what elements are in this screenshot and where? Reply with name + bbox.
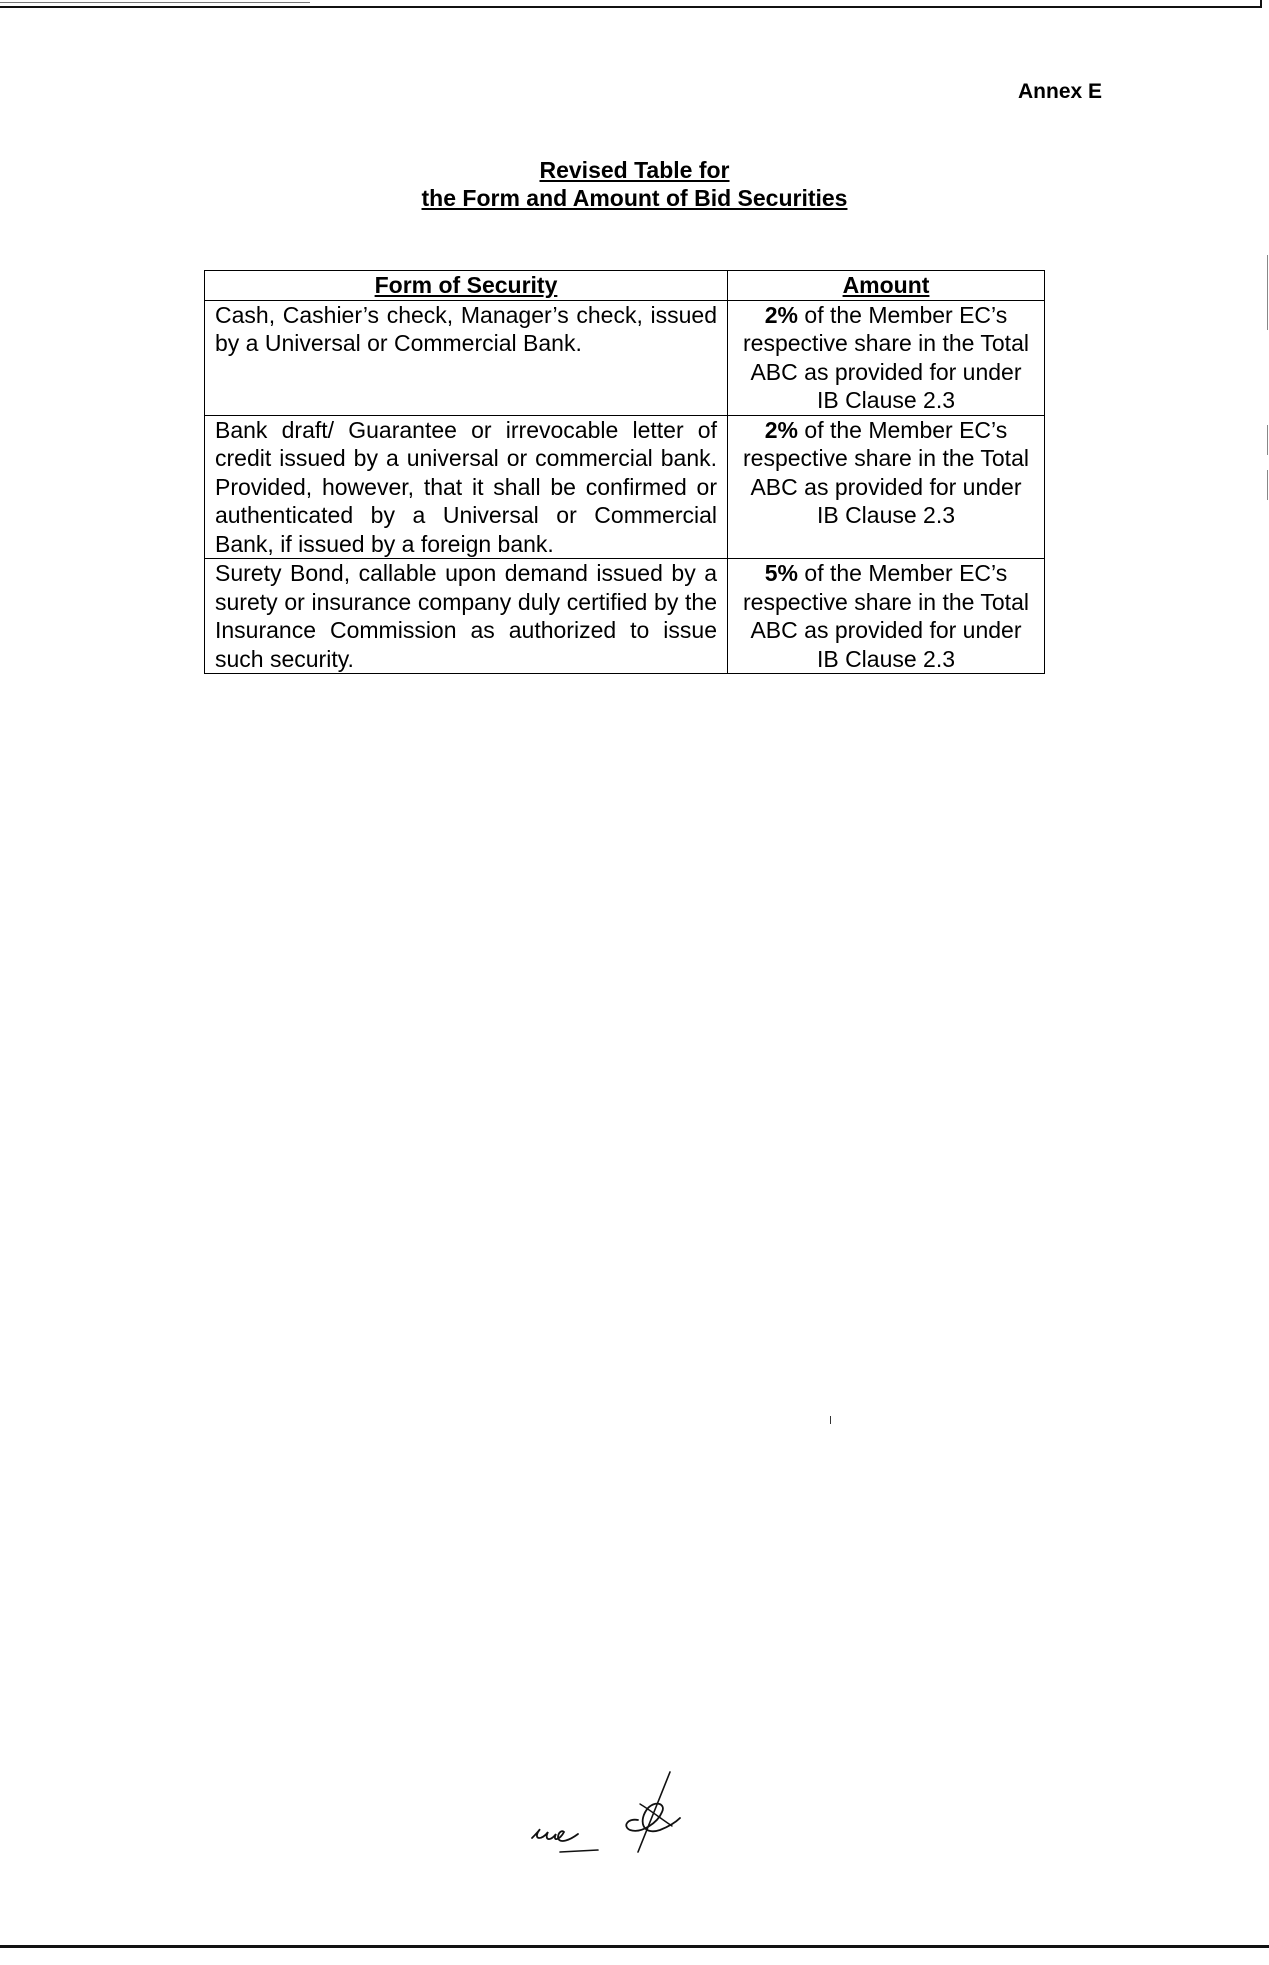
header-form-of-security: Form of Security — [205, 271, 728, 301]
annex-label: Annex E — [1018, 80, 1103, 103]
scan-top-corner — [1260, 0, 1262, 8]
scan-top-border — [0, 6, 1262, 8]
scan-margin-mark — [1267, 425, 1268, 455]
scan-edge-faint — [0, 2, 310, 3]
scan-margin-mark — [1267, 255, 1268, 330]
table-row — [205, 559, 1045, 674]
amount-description: of the Member EC’s respective share in the Total ABC as provided for under IB Clause 2.3 — [743, 416, 1029, 528]
table-header-row — [205, 271, 1045, 301]
table-row — [205, 300, 1045, 415]
amount-percentage: 2% — [764, 301, 799, 328]
bid-securities-table — [204, 270, 1045, 674]
scan-bottom-border — [0, 1945, 1269, 1948]
amount-percentage: 5% — [764, 560, 799, 586]
table-row — [205, 415, 1045, 559]
title-line-1: Revised Table for — [539, 157, 730, 183]
scan-speck — [830, 1416, 831, 1424]
scan-margin-mark — [1267, 470, 1268, 500]
amount-description: of the Member EC’s respective share in the Total ABC as provided for under IB Clause 2.3 — [743, 301, 1029, 413]
amount-description: of the Member EC’s respective share in the Total ABC as provided for under IB Clause 2.3 — [743, 560, 1029, 672]
amount-percentage: 2% — [764, 416, 799, 443]
handwritten-initials — [520, 1760, 720, 1860]
header-amount: Amount — [728, 271, 1045, 301]
form-cell: Surety Bond, callable upon demand issued by a surety or insurance company duly certified by the Insurance Commission as authorized to issue such security. — [205, 559, 728, 674]
amount-cell — [728, 559, 1045, 674]
document-title — [0, 156, 1269, 212]
amount-cell — [728, 415, 1045, 559]
amount-cell — [728, 300, 1045, 415]
title-line-2: the Form and Amount of Bid Securities — [421, 185, 848, 211]
form-cell: Bank draft/ Guarantee or irrevocable letter of credit issued by a universal or commercial bank. Provided, however, that it shall be confirmed or authenticated by a Universal or Commercial Bank, if issued by a foreign bank. — [205, 415, 728, 559]
form-cell: Cash, Cashier’s check, Manager’s check, issued by a Universal or Commercial Bank. — [205, 300, 728, 415]
